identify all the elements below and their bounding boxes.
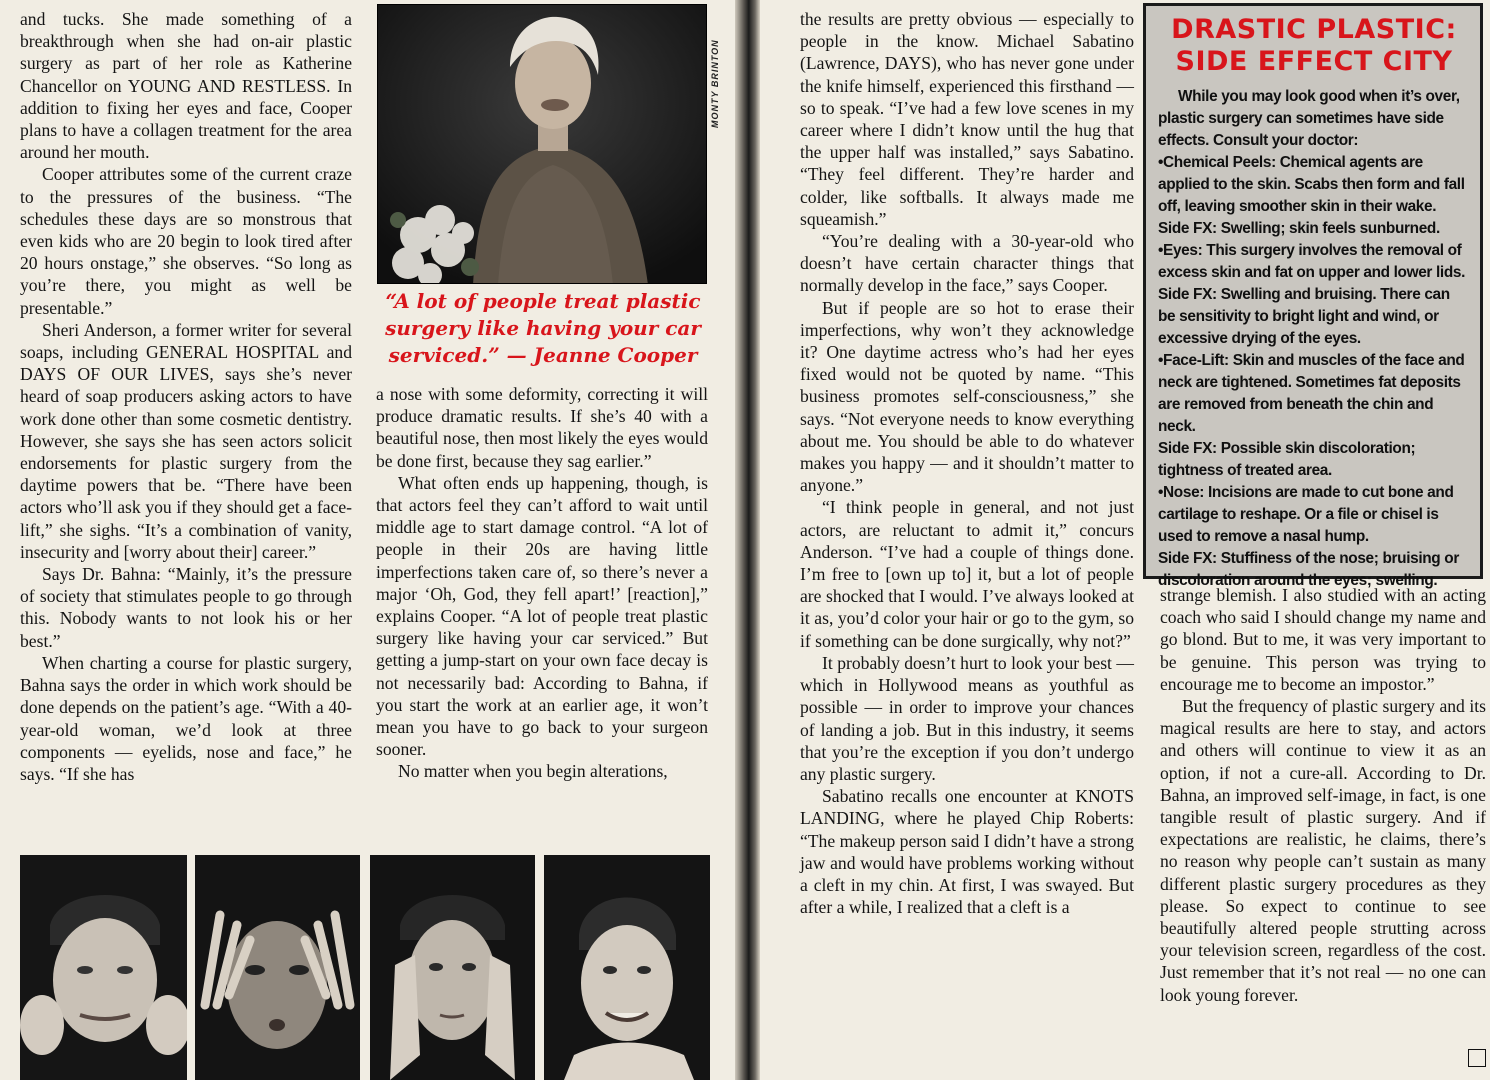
paragraph: Sheri Anderson, a former writer for several soaps, including GENERAL HOSPITAL and DAYS OF OUR LIVES, says she’s never heard of soap producers asking actors to have work done other than some cosmetic dentistry. However, she says she has seen actors solicit endorsements for plastic surgery from the daytime powers that be. “There have been actors who’ll ask you if they should get a face-lift,” she sighs. “It’s a combination of vanity, insecurity and [worry about their] career.” <box>20 319 352 562</box>
sidebar-title-line-1: DRASTIC PLASTIC: <box>1171 14 1457 45</box>
spine-gutter <box>735 0 760 1080</box>
left-article-column-1 <box>20 8 352 785</box>
sidebar-body <box>1158 86 1470 592</box>
paragraph: “I think people in general, and not just actors, are reluctant to admit it,” concurs Anderson. “I’ve had a couple of things done. I’m free to [own up to] it, but a lot of people are shocked that I would. I’ve always looked at it as, you’d color your hair or go to the gym, so if something can be done surgically, why not?” <box>800 497 1134 651</box>
paragraph: “You’re dealing with a 30-year-old who doesn’t have certain character things that normally develop in the face,” says Cooper. <box>800 231 1134 296</box>
left-page <box>0 0 735 1080</box>
jeanne-cooper-photo <box>377 4 707 284</box>
sidebar-procedure: •Chemical Peels: Chemical agents are applied to the skin. Scabs then form and fall off, leaving smoother skin in their wake. <box>1158 154 1465 215</box>
paragraph: But the frequency of plastic surgery and its magical results are here to stay, and actors and others will continue to view it as an option, if not a cure-all. According to Dr. Bahna, an improved self-image, in fact, is one tangible result of plastic surgery. And if expectations are realistic, he claims, there’s no reason why people can’t sustain as many different plastic surgery procedures as they please. So expect to continue to see beautifully altered people strutting across your television screen, regardless of the cost. Just remember that it’s not real — no one can look young forever. <box>1160 696 1486 1005</box>
face-photo-chin-on-hands <box>544 855 710 1080</box>
paragraph: the results are pretty obvious — especially to people in the know. Michael Sabatino (Lawrence, DAYS), who has never gone under the knife himself, experienced this firsthand — so to speak. “I’ve had a few love scenes in my career where I didn’t know until the hug that the upper half was installed,” says Sabatino. “They feel different. They’re harder and colder, like softballs. It always made me squeamish.” <box>800 9 1134 229</box>
sidebar-side-fx: Side FX: Stuffiness of the nose; bruising or discoloration around the eyes; swelling. <box>1158 550 1459 589</box>
paragraph: No matter when you begin alterations, <box>398 761 668 782</box>
photo-credit: MONTY BRINTON <box>710 39 720 128</box>
side-effects-sidebar <box>1143 3 1483 589</box>
sidebar-procedure: •Face-Lift: Skin and muscles of the face and neck are tightened. Sometimes fat deposits are removed from beneath the chin and neck. <box>1158 352 1465 435</box>
sidebar-title <box>1158 14 1470 78</box>
sidebar-side-fx: Side FX: Possible skin discoloration; tightness of treated area. <box>1158 440 1416 479</box>
paragraph: But if people are so hot to erase their imperfections, why won’t they acknowledge it? One daytime actress who’s had her eyes fixed would not be quoted by name. “This business promotes self-consciousness,” she says. “Not everyone needs to know everything about me. You should be able to do whatever makes you happy — and it shouldn’t matter to anyone.” <box>800 297 1134 496</box>
sidebar-procedure: •Nose: Incisions are made to cut bone and cartilage to reshape. Or a file or chisel is used to remove a nasal hump. <box>1158 484 1454 545</box>
paragraph: Says Dr. Bahna: “Mainly, it’s the pressure of society that stimulates people to go through this. Nobody wants to not look his or her best.” <box>20 564 352 651</box>
pull-quote: “A lot of people treat plastic surgery like having your car serviced.” — Jeanne Cooper <box>385 289 701 367</box>
face-photo-eyes-framed <box>195 855 360 1080</box>
paragraph: strange blemish. I also studied with an acting coach who said I should change my name and go blond. But to me, it was very important to be genuine. This person was trying to encourage me to become an impostor.” <box>1160 585 1486 694</box>
right-article-column-1 <box>800 8 1134 918</box>
end-mark-icon <box>1468 1049 1486 1067</box>
face-photo-hands-on-cheeks <box>370 855 535 1080</box>
sidebar-procedure: •Eyes: This surgery involves the removal of excess skin and fat on upper and lower lids. <box>1158 242 1466 281</box>
right-article-column-2 <box>1160 584 1486 1006</box>
paragraph: Cooper attributes some of the current craze to the pressures of the business. “The schedules these days are so monstrous that even kids who are 20 begin to look tired after 20 hours onstage,” she observes. “So long as you’re there, you might as well be presentable.” <box>20 164 352 318</box>
left-article-column-2 <box>376 383 708 783</box>
jeanne-cooper-photo-graphic <box>378 5 707 284</box>
paragraph: and tucks. She made something of a breakthrough when she had on-air plastic surgery as part of her role as Katherine Chancellor on YOUNG AND RESTLESS. In addition to fixing her eyes and face, Cooper plans to have a collagen treatment for the area around her mouth. <box>20 9 352 163</box>
sidebar-side-fx: Side FX: Swelling; skin feels sunburned. <box>1158 220 1440 237</box>
paragraph: Sabatino recalls one encounter at KNOTS LANDING, where he played Chip Roberts: “The makeup person said I didn’t have a strong jaw and would have problems working without a cleft in my chin. At first, I was swayed. But after a while, I realized that a cleft is a <box>800 786 1134 918</box>
sidebar-intro: While you may look good when it’s over, plastic surgery can sometimes have side effects. Consult your doctor: <box>1158 88 1460 149</box>
face-photo-cheeks-pulled <box>20 855 187 1080</box>
right-page <box>760 0 1490 1080</box>
paragraph: When charting a course for plastic surgery, Bahna says the order in which work should be done depends on the patient’s age. “With a 40-year-old woman, we’d look at three components — eyelids, nose and face,” he says. “If she has <box>20 652 352 784</box>
sidebar-title-line-2: SIDE EFFECT CITY <box>1175 46 1453 77</box>
paragraph: What often ends up happening, though, is that actors feel they can’t afford to wait until middle age to start damage control. “A lot of people in their 20s are having little imperfections taken care of, so there’s never a major ‘Oh, God, they fell apart!’ [reaction],” explains Cooper. “A lot of people treat plastic surgery like having your car serviced.” But getting a jump-start on your own face decay is not necessarily bad: According to Bahna, if you start the work at an earlier age, it won’t mean you have to go back to your surgeon sooner. <box>376 472 708 760</box>
sidebar-side-fx: Side FX: Swelling and bruising. There can be sensitivity to bright light and wind, or excessive drying of the eyes. <box>1158 286 1450 347</box>
paragraph: a nose with some deformity, correcting it will produce dramatic results. If she’s 40 with a beautiful nose, then most likely the eyes would be done first, because they sag earlier.” <box>376 384 708 471</box>
paragraph: It probably doesn’t hurt to look your best — which in Hollywood means as youthful as possible — in order to improve your chances of landing a job. But in this industry, it seems that you’re the exception if you don’t undergo any plastic surgery. <box>800 652 1134 784</box>
